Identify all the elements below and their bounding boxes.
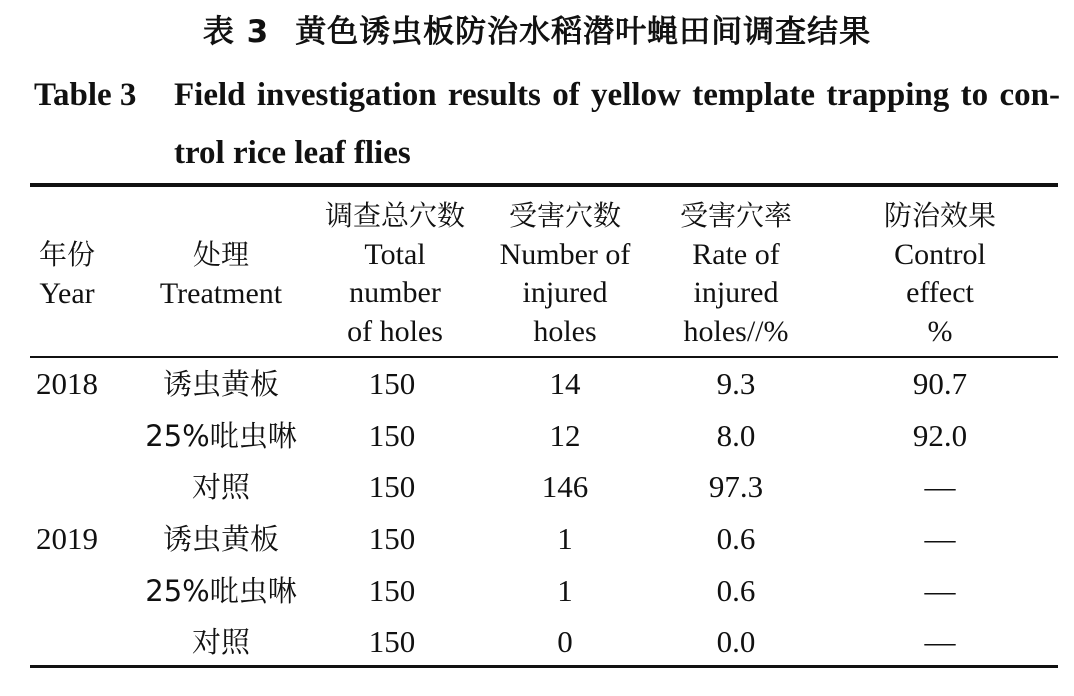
header-total-holes-en-3: of holes	[347, 314, 443, 348]
header-rule	[30, 356, 1058, 358]
cell-injured-holes: 1	[557, 521, 573, 556]
cell-control-effect: —	[924, 573, 956, 608]
cell-total-holes: 150	[368, 573, 416, 608]
top-rule	[30, 183, 1058, 187]
cell-total-holes: 150	[368, 418, 416, 453]
cell-control-effect: 92.0	[912, 418, 968, 453]
table-number-english: Table 3	[34, 77, 137, 113]
cell-treatment: 对照	[191, 470, 250, 504]
table-row	[0, 571, 1074, 611]
table-row	[0, 622, 1074, 662]
cell-treatment: 25%吡虫啉	[145, 419, 297, 453]
cell-control-effect: 90.7	[912, 366, 968, 401]
header-total-holes-en-2: number	[349, 276, 441, 309]
header-injured-holes-en-2: injured	[522, 276, 608, 309]
cell-treatment: 诱虫黄板	[162, 367, 279, 401]
cell-treatment: 25%吡虫啉	[145, 574, 297, 608]
cell-control-effect: —	[924, 624, 956, 659]
cell-injured-holes: 146	[541, 469, 589, 504]
header-year	[22, 236, 112, 313]
header-year-cn: 年份	[38, 238, 95, 271]
header-treatment-en: Treatment	[159, 276, 283, 310]
cell-year: 2018	[36, 366, 98, 401]
table-row	[0, 467, 1074, 507]
header-control-effect-cn: 防治效果	[883, 199, 996, 232]
table-title-chinese-text: 黄色诱虫板防治水稻潜叶蝇田间调查结果	[295, 14, 872, 50]
table-title-english	[34, 66, 1060, 182]
cell-injured-holes: 12	[549, 418, 581, 453]
table-title-chinese	[0, 12, 1074, 52]
cell-injured-holes: 14	[549, 366, 581, 401]
header-injured-holes-cn: 受害穴数	[508, 199, 621, 232]
header-total-holes-cn: 调查总穴数	[324, 199, 465, 232]
table-row	[0, 519, 1074, 559]
cell-injury-rate: 97.3	[708, 469, 764, 504]
table-row	[0, 364, 1074, 404]
header-injury-rate-en-3: holes//%	[683, 314, 789, 348]
cell-injury-rate: 8.0	[716, 418, 756, 453]
cell-injury-rate: 0.0	[716, 624, 756, 659]
header-injured-holes	[485, 197, 645, 351]
header-control-effect	[840, 197, 1040, 351]
header-injured-holes-en-1: Number of	[499, 237, 631, 271]
cell-injury-rate: 0.6	[716, 573, 756, 608]
table-title-english-text: Field investigation results of yellow template trapping to con-trol rice leaf flies	[174, 77, 1060, 171]
cell-treatment: 诱虫黄板	[162, 522, 279, 556]
table-number-chinese: 表 3	[202, 14, 270, 50]
header-treatment	[140, 236, 302, 313]
cell-control-effect: —	[924, 469, 956, 504]
cell-year: 2019	[36, 521, 98, 556]
header-injured-holes-en-3: holes	[533, 314, 597, 348]
header-treatment-cn: 处理	[192, 238, 249, 271]
cell-injured-holes: 1	[557, 573, 573, 608]
header-total-holes-en-1: Total	[364, 237, 426, 271]
cell-total-holes: 150	[368, 624, 416, 659]
cell-injured-holes: 0	[557, 624, 573, 659]
cell-injury-rate: 9.3	[716, 366, 756, 401]
cell-control-effect: —	[924, 521, 956, 556]
header-control-effect-en-2: effect	[906, 276, 974, 309]
header-control-effect-en-1: Control	[894, 237, 986, 271]
cell-treatment: 对照	[191, 625, 250, 659]
header-injury-rate-cn: 受害穴率	[679, 199, 792, 232]
cell-total-holes: 150	[368, 366, 416, 401]
cell-injury-rate: 0.6	[716, 521, 756, 556]
header-injury-rate-en-2: injured	[693, 276, 779, 309]
table-row	[0, 416, 1074, 456]
header-injury-rate-en-1: Rate of	[692, 237, 780, 271]
cell-total-holes: 150	[368, 521, 416, 556]
header-control-effect-en-3: %	[927, 314, 953, 348]
header-injury-rate	[650, 197, 822, 351]
header-year-en: Year	[39, 276, 95, 310]
cell-total-holes: 150	[368, 469, 416, 504]
header-total-holes	[300, 197, 490, 351]
bottom-rule	[30, 665, 1058, 668]
